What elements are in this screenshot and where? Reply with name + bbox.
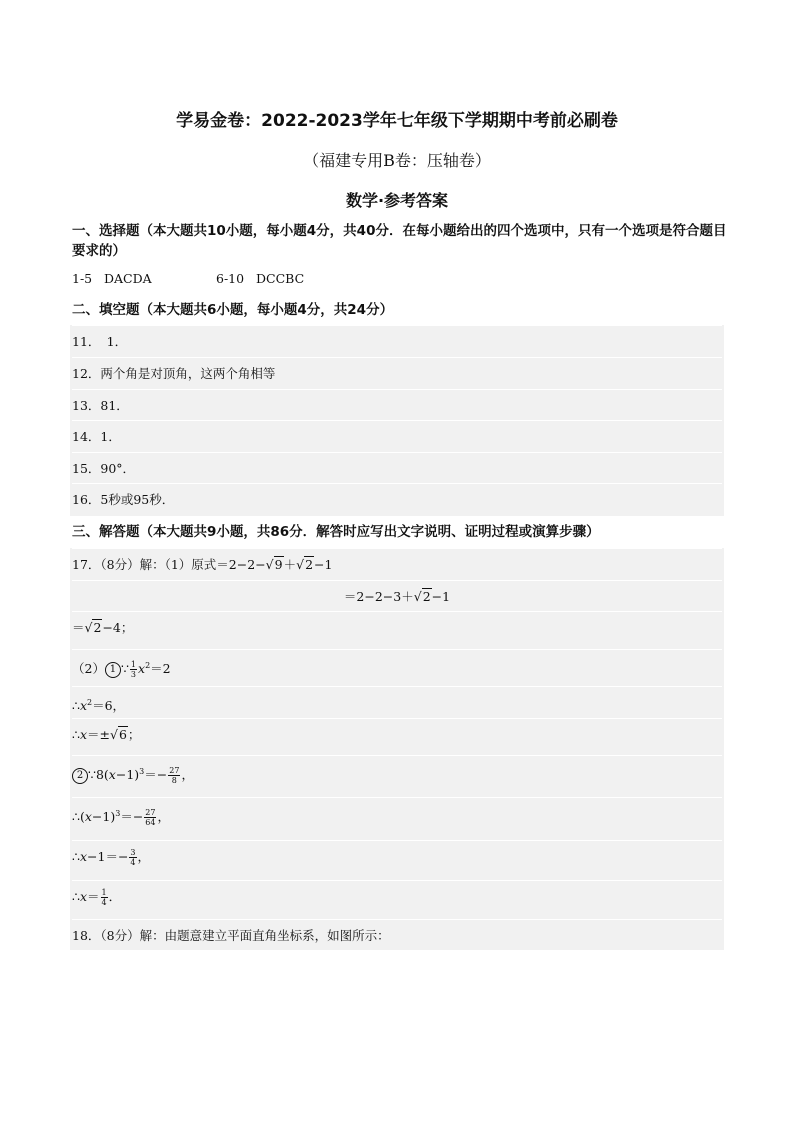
sqrt-9: √9 <box>265 557 283 572</box>
sqrt-6: √6 <box>110 727 127 742</box>
q17-line-7: 2 $\because 8(x-1)^3=-$ $\frac{27}{8}$ ， <box>72 755 722 787</box>
fill-answer-12: 12．两个角是对顶角，这两个角相等 <box>72 357 722 389</box>
q17-line-3: ＝√2−4； <box>72 611 722 643</box>
q18-line: 18．（8分）解：由题意建立平面直角坐标系，如图所示： <box>72 919 722 951</box>
q17-line-8: $\therefore(x-1)^3=-$ $\frac{27}{64}$ ， <box>72 797 722 829</box>
q17-line-4: （2） 1 ∵ $\frac{1}{3}$ $x^2=2$ <box>72 649 722 681</box>
fill-answer-15: 15．90°． <box>72 452 722 484</box>
fraction: $\frac{27}{64}$ <box>145 808 156 828</box>
document-subtitle: （福建专用B卷：压轴卷） <box>303 151 491 170</box>
q17-line-9: ∴x−1＝− $\frac{3}{4}$ ， <box>72 840 722 872</box>
sqrt-2: √2 <box>296 557 314 572</box>
q17-line-2: ＝2−2−3＋√2−1 <box>72 580 722 612</box>
answer-title: 数学·参考答案 <box>345 191 449 210</box>
fill-answer-11: 11． 1． <box>72 325 722 357</box>
fraction: $\frac{27}{8}$ <box>169 766 180 786</box>
section2-heading: 二、填空题（本大题共6小题，每小题4分，共24分） <box>72 302 394 318</box>
circled-number-2: 2 <box>72 768 88 784</box>
section1-answers2: DCCBC <box>256 271 305 286</box>
fill-answer-13: 13．81． <box>72 389 722 421</box>
section1-range2: 6-10 <box>216 271 245 286</box>
q17-line-10: ∴x＝ $\frac{1}{4}$ ． <box>72 880 722 912</box>
document-title: 学易金卷：2022-2023学年七年级下学期期中考前必刷卷 <box>176 111 618 131</box>
section1-answers1: DACDA <box>104 271 152 286</box>
fill-answer-14: 14．1． <box>72 420 722 452</box>
fraction: $\frac{1}{4}$ <box>101 888 107 907</box>
fraction: $\frac{3}{4}$ <box>130 848 136 867</box>
circled-number-1: 1 <box>105 662 121 678</box>
section1-heading: 一、选择题（本大题共10小题，每小题4分，共40分．在每小题给出的四个选项中，只有一个选项是符合题目要求的） <box>72 223 727 259</box>
sqrt-2: √2 <box>413 589 431 604</box>
section3-heading: 三、解答题（本大题共9小题，共86分．解答时应写出文字说明、证明过程或演算步骤） <box>72 524 600 540</box>
fill-answer-16: 16．5秒或95秒． <box>72 483 722 515</box>
fraction-one-third: $\frac{1}{3}$ <box>130 660 136 680</box>
q17-line-6: ∴x＝±√6； <box>72 718 722 750</box>
sqrt-2: √2 <box>84 620 102 635</box>
q17-line-5: $\therefore x^2=6$， <box>72 686 722 718</box>
q17-line-1: 17．（8分）解：（1）原式＝2−2−√9＋√2−1 <box>72 548 722 580</box>
section1-range1: 1-5 <box>72 271 93 286</box>
